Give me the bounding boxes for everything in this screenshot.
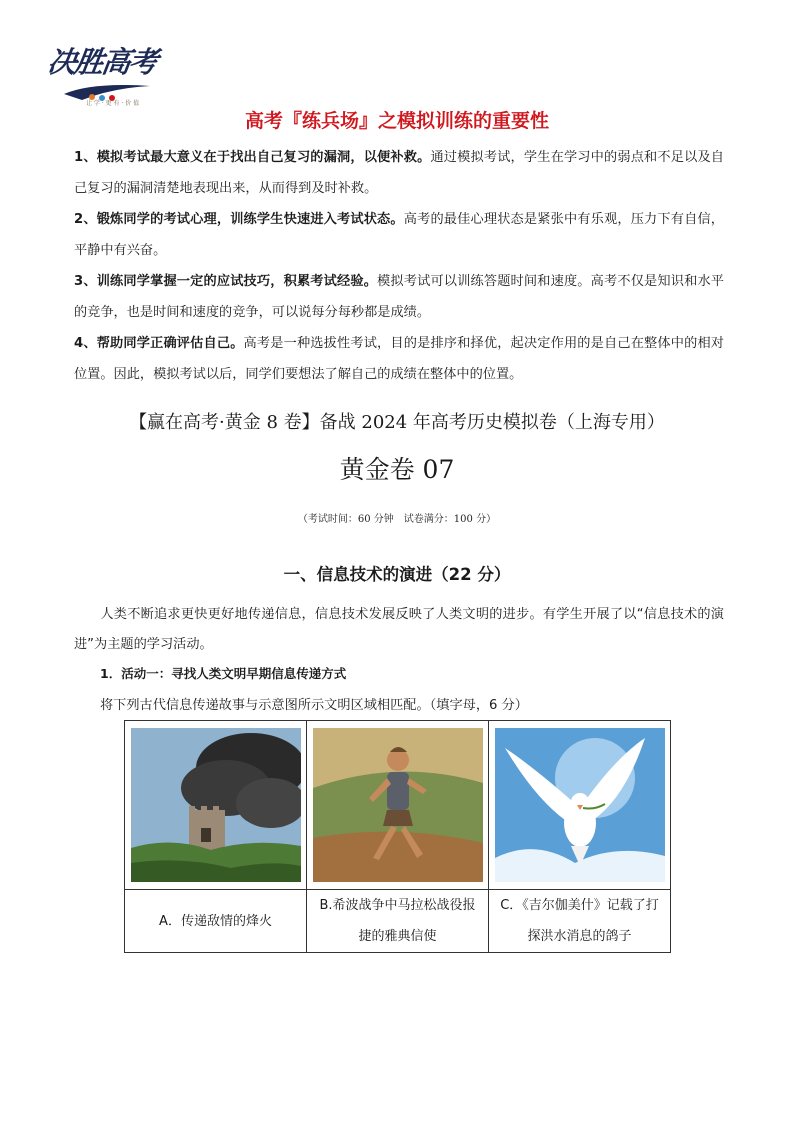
option-b-image-cell bbox=[307, 721, 489, 890]
promo-item-text: 通过模拟考试，学生在学习中的弱点和不足以及自己复习的漏洞清楚地表现出来，从而得到及时补救。 bbox=[74, 150, 724, 196]
promo-item-lead: 2、锻炼同学的考试心理，训练学生快速进入考试状态。 bbox=[74, 212, 404, 227]
promo-item-lead: 4、帮助同学正确评估自己。 bbox=[74, 336, 244, 351]
question-1-instruction: 将下列古代信息传递故事与示意图所示文明区域相匹配。（填字母，6 分） bbox=[100, 698, 528, 713]
section-title: 一、信息技术的演进（22 分） bbox=[283, 565, 511, 584]
promo-item-lead: 1、模拟考试最大意义在于找出自己复习的漏洞，以便补救。 bbox=[74, 150, 431, 165]
great-wall-beacon-icon bbox=[131, 728, 301, 882]
section-intro: 人类不断追求更快更好地传递信息，信息技术发展反映了人类文明的进步。有学生开展了以“信息技术的演进”为主题的学习活动。 bbox=[74, 607, 724, 652]
promo-item-lead: 3、训练同学掌握一定的应试技巧，积累考试经验。 bbox=[74, 274, 378, 289]
promo-item-text: 高考是一种选拔性考试，目的是排序和择优，起决定作用的是自己在整体中的相对位置。因此，模拟考试以后，同学们要想法了解自己的成绩在整体中的位置。 bbox=[74, 336, 724, 382]
option-a-image-cell bbox=[125, 721, 307, 890]
question-1-options-table bbox=[124, 720, 671, 953]
option-c-caption: C．《吉尔伽美什》记载了打探洪水消息的鸽子 bbox=[489, 890, 671, 953]
promo-item-3 bbox=[74, 266, 724, 328]
question-1-title: 1．活动一：寻找人类文明早期信息传递方式 bbox=[100, 666, 347, 681]
option-b-caption: B.希波战争中马拉松战役报捷的雅典信使 bbox=[307, 890, 489, 953]
option-a-caption: A．传递敌情的烽火 bbox=[125, 890, 307, 953]
promo-item-1 bbox=[74, 142, 724, 204]
white-dove-icon bbox=[495, 728, 665, 882]
option-c-image-cell bbox=[489, 721, 671, 890]
paper-subtitle: 黄金卷 07 bbox=[339, 455, 455, 484]
promo-title: 高考『练兵场』之模拟训练的重要性 bbox=[244, 110, 549, 132]
promo-item-4 bbox=[74, 328, 724, 390]
marathon-runner-icon bbox=[313, 728, 483, 882]
brand-logo bbox=[45, 40, 160, 102]
promo-item-2 bbox=[74, 204, 724, 266]
paper-meta: （考试时间：60 分钟 试卷满分：100 分） bbox=[297, 514, 497, 525]
promo-item-text: 高考的最佳心理状态是紧张中有乐观，压力下有自信，平静中有兴奋。 bbox=[74, 212, 724, 258]
paper-title: 【赢在高考·黄金 8 卷】备战 2024 年高考历史模拟卷（上海专用） bbox=[129, 412, 665, 433]
brand-tagline: 让 学 · 更 有 · 价 值 bbox=[86, 100, 140, 107]
promo-item-text: 模拟考试可以训练答题时间和速度。高考不仅是知识和水平的竞争，也是时间和速度的竞争，可以说每分每秒都是成绩。 bbox=[74, 274, 724, 320]
brand-logo-text: 决胜高考 bbox=[45, 45, 159, 79]
promo-list bbox=[74, 142, 724, 390]
